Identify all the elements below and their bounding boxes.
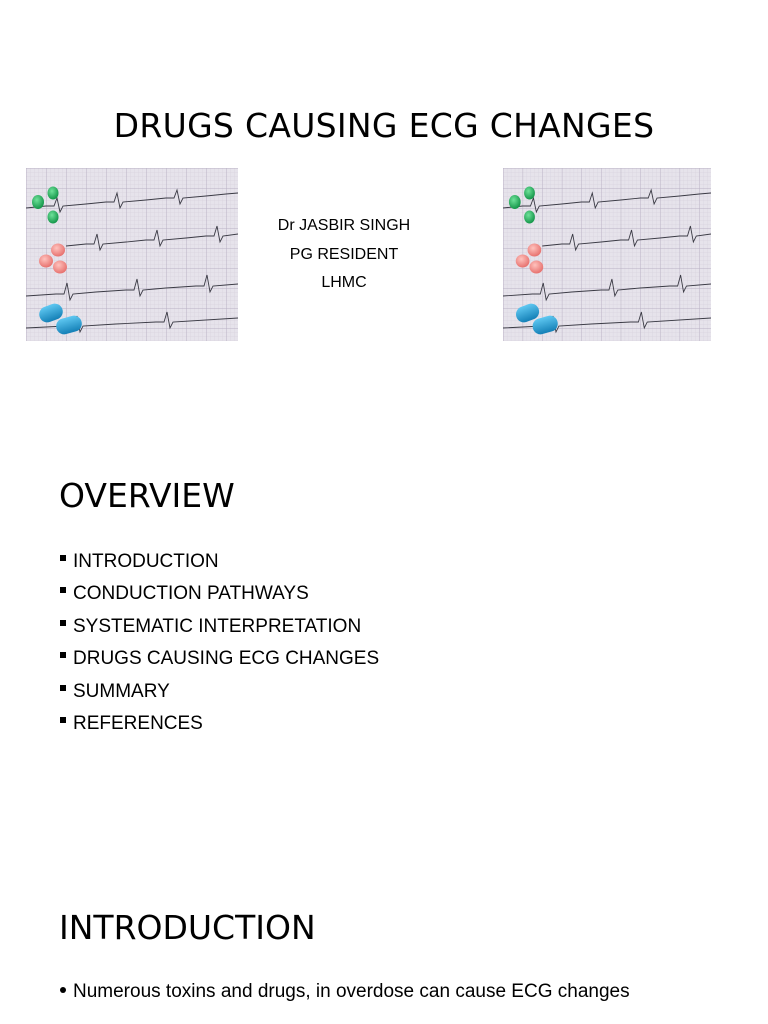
round-bullet-icon	[60, 987, 66, 993]
list-item: SUMMARY	[60, 679, 379, 711]
list-item: REFERENCES	[60, 711, 379, 743]
presentation-title: DRUGS CAUSING ECG CHANGES	[113, 106, 655, 145]
overview-list	[60, 549, 379, 743]
introduction-list	[60, 981, 630, 1003]
square-bullet-icon	[60, 685, 66, 691]
square-bullet-icon	[60, 587, 66, 593]
square-bullet-icon	[60, 717, 66, 723]
list-item: SYSTEMATIC INTERPRETATION	[60, 614, 379, 646]
author-institution: LHMC	[321, 274, 367, 291]
ecg-pills-image-right	[503, 168, 711, 341]
list-item: INTRODUCTION	[60, 549, 379, 581]
introduction-slide	[0, 870, 768, 1024]
author-name: Dr JASBIR SINGH	[277, 217, 411, 234]
square-bullet-icon	[60, 652, 66, 658]
list-item: Numerous toxins and drugs, in overdose can cause ECG changes	[60, 981, 630, 1003]
ecg-pills-image-left	[26, 168, 238, 341]
overview-slide	[0, 440, 768, 840]
list-item: CONDUCTION PATHWAYS	[60, 581, 379, 613]
square-bullet-icon	[60, 555, 66, 561]
author-block	[244, 212, 444, 298]
square-bullet-icon	[60, 620, 66, 626]
author-designation: PG RESIDENT	[289, 245, 399, 263]
overview-title: OVERVIEW	[59, 476, 235, 515]
introduction-title: INTRODUCTION	[59, 908, 316, 947]
list-item: DRUGS CAUSING ECG CHANGES	[60, 646, 379, 678]
title-slide	[0, 0, 768, 400]
